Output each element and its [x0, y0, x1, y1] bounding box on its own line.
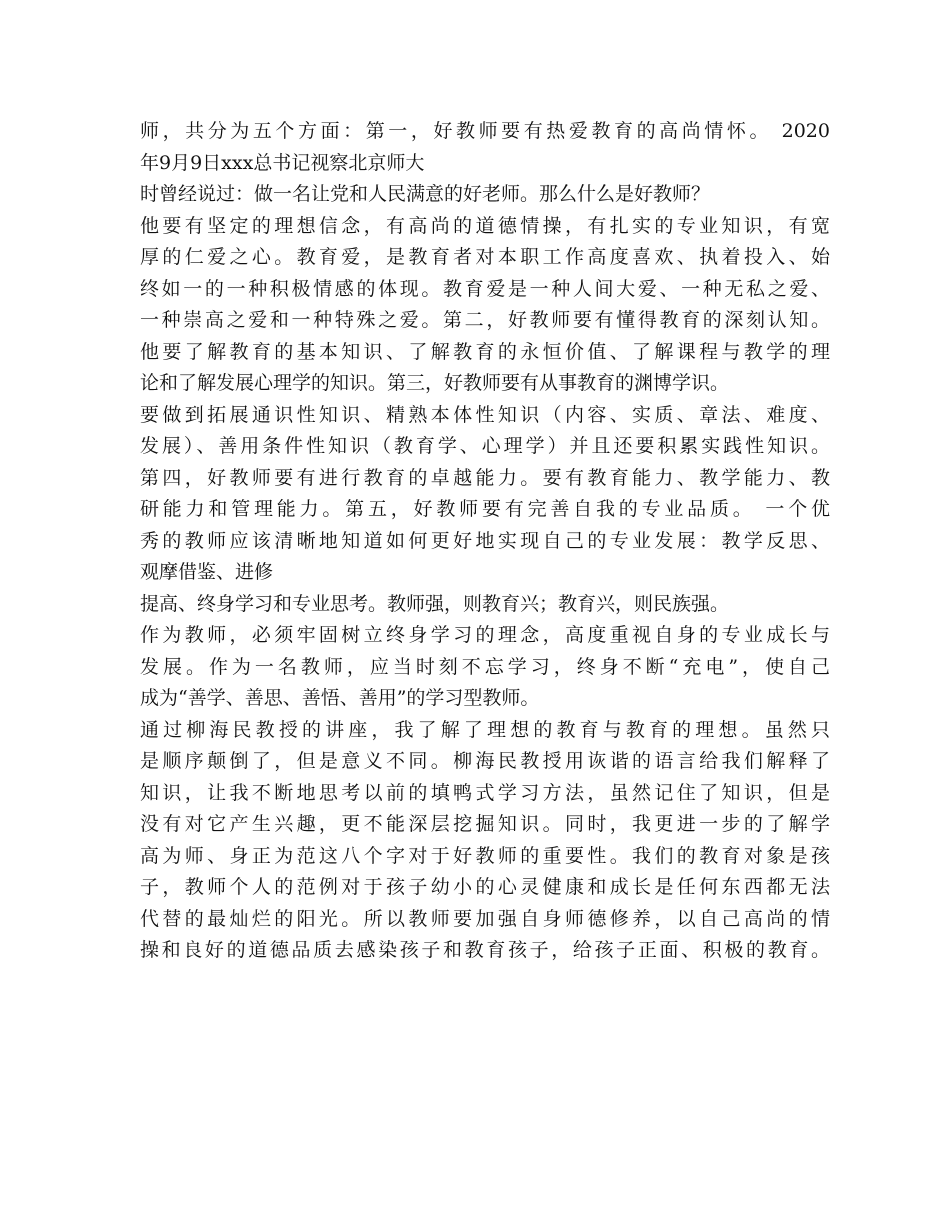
text-line: 提高、终身学习和专业思考。教师强，则教育兴；教育兴，则民族强。 — [140, 592, 730, 615]
text-line: 子，教师个人的范例对于孩子幼小的心灵健康和成长是任何东西都无法 — [140, 876, 830, 898]
text-line: 代替的最灿烂的阳光。所以教师要加强自身师德修养，以自己高尚的情 — [140, 907, 830, 930]
text-line: 成为“善学、善思、善悟、善用”的学习型教师。 — [140, 687, 540, 709]
text-line: 一种崇高之爱和一种特殊之爱。第二，好教师要有懂得教育的深刻认知。 — [140, 309, 830, 331]
body-text — [140, 116, 830, 967]
text-line: 是顺序颠倒了，但是意义不同。柳海民教授用诙谐的语言给我们解释了 — [140, 750, 830, 772]
text-line: 要做到拓展通识性知识、精熟本体性知识（内容、实质、章法、难度、 — [140, 403, 830, 426]
text-line: 年9月9日xxx总书记视察北京师大 — [140, 151, 425, 174]
text-line: 发展）、善用条件性知识（教育学、心理学）并且还要积累实践性知识。 — [140, 435, 830, 457]
text-line: 他要有坚定的理想信念，有高尚的道德情操，有扎实的专业知识，有宽 — [140, 214, 830, 237]
text-line: 通过柳海民教授的讲座，我了解了理想的教育与教育的理想。虽然只 — [140, 718, 830, 741]
text-line: 作为教师，必须牢固树立终身学习的理念，高度重视自身的专业成长与 — [140, 624, 830, 646]
text-line: 第四，好教师要有进行教育的卓越能力。要有教育能力、教学能力、教 — [140, 466, 830, 489]
text-line: 终如一的一种积极情感的体现。教育爱是一种人间大爱、一种无私之爱、 — [140, 277, 830, 300]
text-line: 厚的仁爱之心。教育爱，是教育者对本职工作高度喜欢、执着投入、始 — [140, 246, 830, 268]
text-line: 他要了解教育的基本知识、了解教育的永恒价值、了解课程与教学的理 — [140, 340, 830, 363]
text-line: 没有对它产生兴趣，更不能深层挖掘知识。同时，我更进一步的了解学 — [140, 813, 830, 835]
text-line: 师，共分为五个方面：第一，好教师要有热爱教育的高尚情怀。 2020 — [140, 120, 830, 142]
text-line: 时曾经说过：做一名让党和人民满意的好老师。那么什么是好教师？ — [140, 183, 711, 205]
text-line: 高为师、身正为范这八个字对于好教师的重要性。我们的教育对象是孩 — [140, 844, 830, 867]
text-line: 知识，让我不断地思考以前的填鸭式学习方法，虽然记住了知识，但是 — [140, 781, 830, 804]
text-line: 观摩借鉴、进修 — [140, 561, 274, 583]
text-line: 秀的教师应该清晰地知道如何更好地实现自己的专业发展：教学反思、 — [140, 529, 830, 552]
text-line: 研能力和管理能力。第五，好教师要有完善自我的专业品质。 一个优 — [140, 498, 830, 520]
text-line: 操和良好的道德品质去感染孩子和教育孩子，给孩子正面、积极的教育。 — [140, 939, 830, 961]
text-line: 论和了解发展心理学的知识。第三，好教师要有从事教育的渊博学识。 — [140, 372, 730, 394]
text-line: 发展。作为一名教师，应当时刻不忘学习，终身不断“充电”，使自己 — [140, 655, 830, 678]
